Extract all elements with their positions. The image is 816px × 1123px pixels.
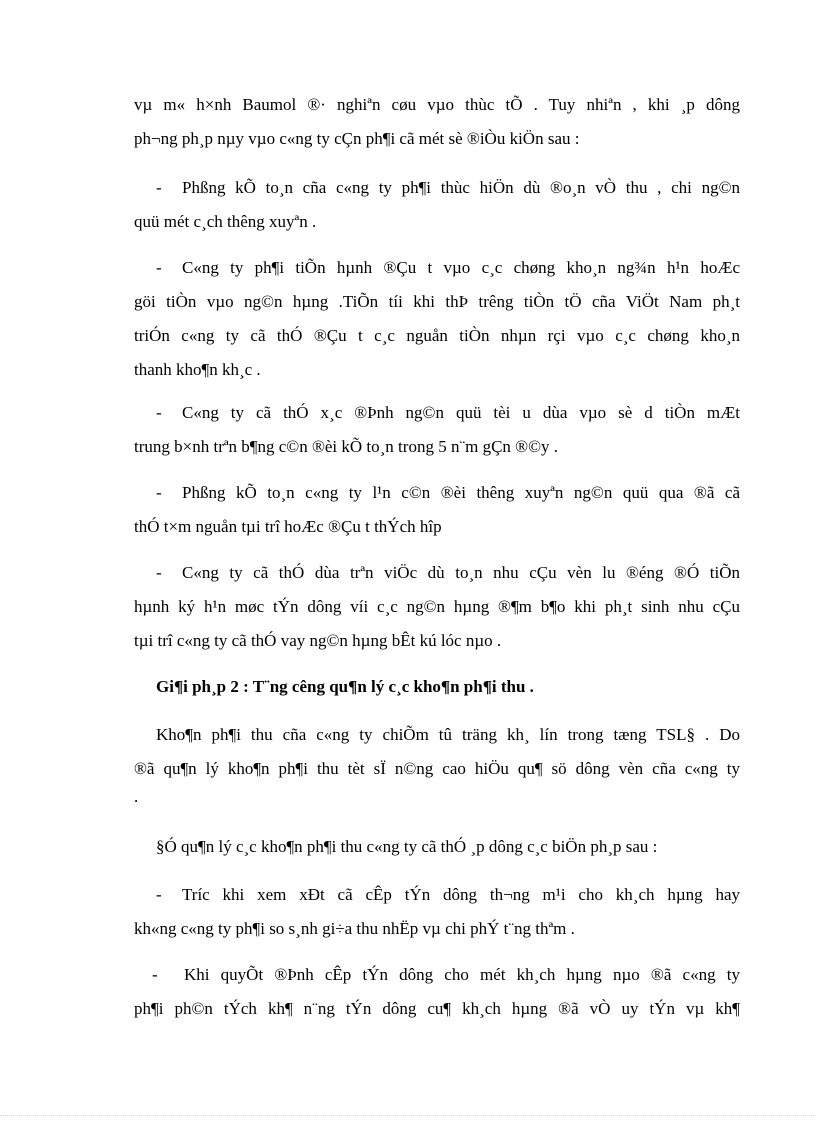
text-line: hµnh ký h¹n møc tÝn dông víi c¸c ng©n hµng ®¶m b¶o khi ph¸t sinh nhu cÇu xyxy=(134,597,740,616)
bullet-text: C«ng ty ph¶i tiÕn hµnh ®Çu t vµo c¸c chøng kho¸n ng¾n h¹n hoÆc xyxy=(182,258,740,277)
paragraph-receivables xyxy=(134,718,740,808)
text-line: ph¬ng ph¸p nµy vµo c«ng ty cÇn ph¶i cã mét sè ®iÒu kiÖn sau : xyxy=(134,129,580,148)
section-heading xyxy=(156,670,740,704)
bullet-item xyxy=(134,171,740,239)
text-line: kh«ng c«ng ty ph¶i so s¸nh gi÷a thu nhËp vµ chi phÝ t¨ng thªm . xyxy=(134,919,575,938)
bullet-dash: - xyxy=(156,178,162,197)
bullet-text: Phßng kÕ to¸n c«ng ty l¹n c©n ®èi thêng xuyªn ng©n quü qua ®ã cã xyxy=(182,483,740,502)
bullet-text: C«ng ty cã thÓ x¸c ®Þnh ng©n quü tèi u dùa vµo sè d tiÒn mÆt xyxy=(182,403,740,422)
page-bottom-rule xyxy=(0,1115,816,1116)
heading-text: Gi¶i ph¸p 2 : T¨ng cêng qu¶n lý c¸c kho¶n ph¶i thu . xyxy=(156,677,534,696)
bullet-dash: - xyxy=(152,965,158,984)
text-line: quü mét c¸ch thêng xuyªn . xyxy=(134,212,317,231)
text-line: §Ó qu¶n lý c¸c kho¶n ph¶i thu c«ng ty cã thÓ ¸p dông c¸c biÖn ph¸p sau : xyxy=(156,837,658,856)
paragraph-measures xyxy=(134,830,740,864)
bullet-text: Khi quyÕt ®Þnh cÊp tÝn dông cho mét kh¸ch hµng nµo ®ã c«ng ty xyxy=(184,965,740,984)
bullet-item xyxy=(134,878,740,946)
text-line: triÓn c«ng ty cã thÓ ®Çu t c¸c nguån tiÒn nhµn rçi vµo c¸c chøng kho¸n xyxy=(134,326,740,345)
text-line: ®ã qu¶n lý kho¶n ph¶i thu tèt sÏ n©ng cao hiÖu qu¶ sö dông vèn cña c«ng ty xyxy=(134,759,740,778)
text-line: thanh kho¶n kh¸c . xyxy=(134,360,261,379)
bullet-dash: - xyxy=(156,563,162,582)
paragraph-intro xyxy=(134,88,740,156)
bullet-text: Tríc khi xem xÐt cã cÊp tÝn dông th¬ng m¹i cho kh¸ch hµng hay xyxy=(182,885,740,904)
text-line: ph¶i ph©n tÝch kh¶ n¨ng tÝn dông cu¶ kh¸ch hµng ®ã vÒ uy tÝn vµ kh¶ xyxy=(134,999,740,1018)
bullet-dash: - xyxy=(156,403,162,422)
bullet-item xyxy=(134,556,740,658)
bullet-item xyxy=(134,958,740,1026)
text-line xyxy=(134,556,740,590)
text-line xyxy=(134,476,740,510)
text-line: göi tiÒn vµo ng©n hµng .TiÕn tíi khi thÞ trêng tiÒn tÖ cña ViÖt Nam ph¸t xyxy=(134,292,740,311)
text-line: Kho¶n ph¶i thu cña c«ng ty chiÕm tû träng kh¸ lín trong tæng TSL§ . Do xyxy=(156,725,740,744)
text-line xyxy=(134,396,740,430)
text-line: trung b×nh trªn b¶ng c©n ®èi kÕ to¸n trong 5 n¨m gÇn ®©y . xyxy=(134,437,558,456)
bullet-dash: - xyxy=(156,885,162,904)
text-line: tµi trî c«ng ty cã thÓ vay ng©n hµng bÊt kú lóc nµo . xyxy=(134,631,502,650)
text-line: thÓ t×m nguån tµi trî hoÆc ®Çu t thÝch hîp xyxy=(134,517,442,536)
text-line xyxy=(134,878,740,912)
bullet-text: Phßng kÕ to¸n cña c«ng ty ph¶i thùc hiÖn dù ®o¸n vÒ thu , chi ng©n xyxy=(182,178,740,197)
bullet-item xyxy=(134,251,740,387)
text-line xyxy=(134,251,740,285)
bullet-dash: - xyxy=(156,483,162,502)
bullet-text: C«ng ty cã thÓ dùa trªn viÖc dù to¸n nhu cÇu vèn lu ®éng ®Ó tiÕn xyxy=(182,563,740,582)
text-line xyxy=(134,171,740,205)
bullet-item xyxy=(134,396,740,464)
text-line: vµ m« h×nh Baumol ®· nghiªn cøu vµo thùc tÕ . Tuy nhiªn , khi ¸p dông xyxy=(134,95,740,114)
text-line xyxy=(134,958,740,992)
bullet-item xyxy=(134,476,740,544)
text-line: . xyxy=(134,787,139,806)
bullet-dash: - xyxy=(156,258,162,277)
